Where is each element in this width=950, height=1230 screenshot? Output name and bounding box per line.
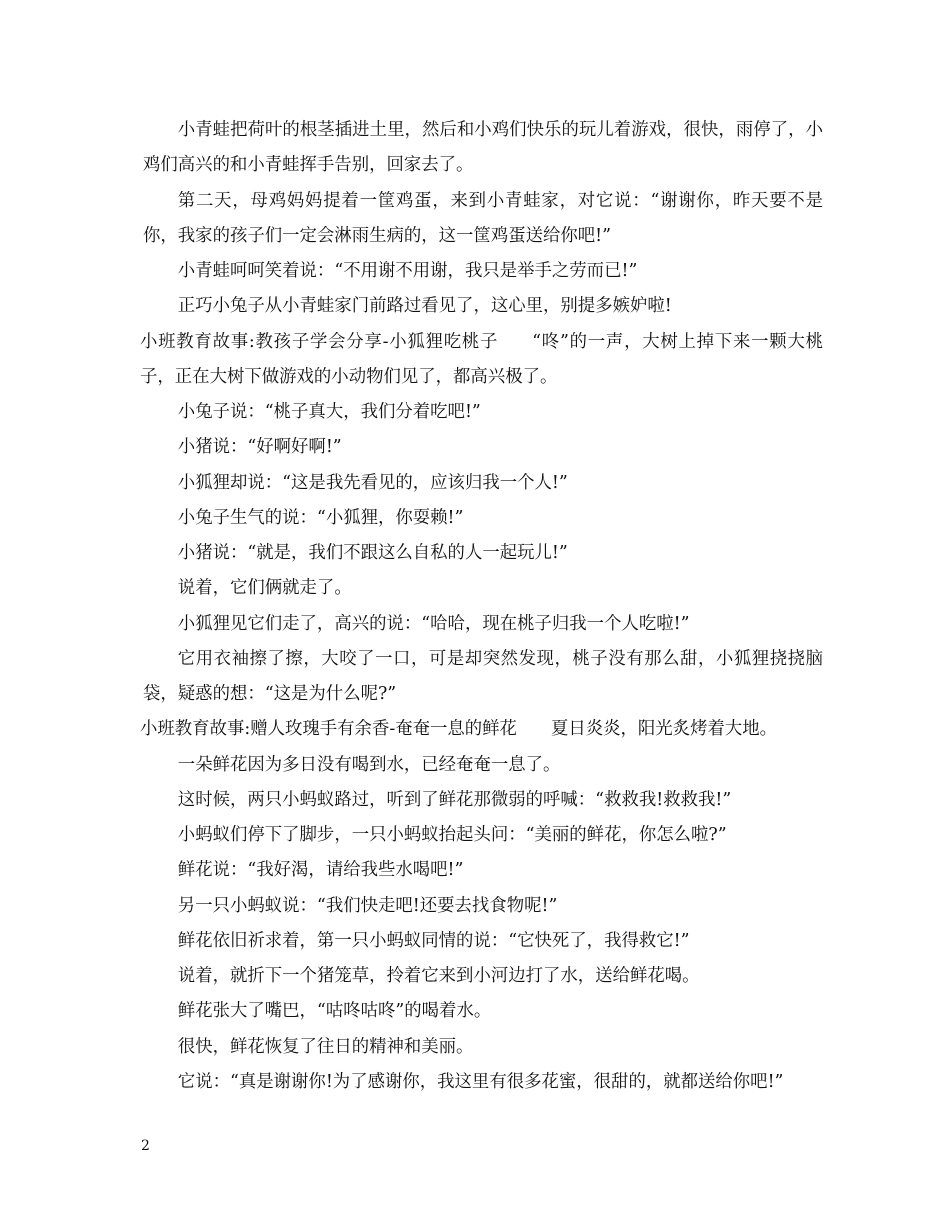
paragraph: 小猪说：“好啊好啊!”: [177, 437, 342, 458]
paragraph: 它说：“真是谢谢你!为了感谢你，我这里有很多花蜜，很甜的，就都送给你吧!”: [177, 1071, 784, 1092]
story-heading-paragraph: [140, 325, 823, 396]
paragraph: 鲜花说：“我好渴，请给我些水喝吧!”: [177, 860, 464, 881]
paragraph: 鲜花依旧祈求着，第一只小蚂蚁同情的说：“它快死了，我得救它!”: [177, 930, 690, 951]
paragraph: 说着，它们俩就走了。: [177, 578, 352, 599]
document-body: [140, 113, 823, 1100]
paragraph: 它用衣袖擦了擦，大咬了一口，可是却突然发现，桃子没有那么甜，小狐狸挠挠脑袋，疑惑的想：“这是为什么呢?”: [143, 648, 823, 704]
paragraph: 小青蛙把荷叶的根茎插进土里，然后和小鸡们快乐的玩儿着游戏，很快，雨停了，小鸡们高兴的和小青蛙挥手告别，回家去了。: [143, 120, 823, 176]
paragraph: 小兔子说：“桃子真大，我们分着吃吧!”: [177, 402, 481, 422]
story-title: 小班教育故事:赠人玫瑰手有余香-奄奄一息的鲜花: [140, 719, 517, 740]
story-heading-paragraph: [140, 712, 823, 747]
paragraph: 小狐狸却说：“这是我先看见的，应该归我一个人!”: [177, 472, 568, 493]
story-opening-text: “咚”的一声，大树上掉下来一颗大桃子，正在大树下做游戏的小动物们见了，都高兴极了。: [140, 331, 823, 387]
story-opening-text: 夏日炎炎，阳光炙烤着大地。: [550, 719, 778, 740]
paragraph: 很快，鲜花恢复了往日的精神和美丽。: [177, 1036, 474, 1057]
paragraph: 这时候，两只小蚂蚁路过，听到了鲜花那微弱的呼喊：“救救我!救救我!”: [177, 789, 732, 810]
paragraph: 小猪说：“就是，我们不跟这么自私的人一起玩儿!”: [177, 543, 568, 563]
paragraph: 小兔子生气的说：“小狐狸，你耍赖!”: [177, 507, 464, 528]
paragraph: 正巧小兔子从小青蛙家门前路过看见了，这心里，别提多嫉妒啦!: [177, 296, 672, 317]
paragraph: 第二天，母鸡妈妈提着一筐鸡蛋，来到小青蛙家，对它说：“谢谢你，昨天要不是你，我家的孩子们一定会淋雨生病的，这一筐鸡蛋送给你吧!”: [143, 190, 823, 246]
paragraph: 说着，就折下一个猪笼草，拎着它来到小河边打了水，送给鲜花喝。: [177, 966, 700, 986]
page-number: 2: [141, 1138, 150, 1154]
paragraph: 小蚂蚁们停下了脚步，一只小蚂蚁抬起头问：“美丽的鲜花，你怎么啦?”: [177, 825, 727, 845]
paragraph: 一朵鲜花因为多日没有喝到水，已经奄奄一息了。: [177, 754, 561, 775]
paragraph: 小青蛙呵呵笑着说：“不用谢不用谢，我只是举手之劳而已!”: [177, 261, 638, 281]
paragraph: 鲜花张大了嘴巴，“咕咚咕咚”的喝着水。: [177, 1001, 492, 1022]
story-title: 小班教育故事:教孩子学会分享-小狐狸吃桃子: [140, 331, 499, 352]
paragraph: 小狐狸见它们走了，高兴的说：“哈哈，现在桃子归我一个人吃啦!”: [177, 613, 690, 634]
paragraph: 另一只小蚂蚁说：“我们快走吧!还要去找食物呢!”: [177, 895, 558, 916]
